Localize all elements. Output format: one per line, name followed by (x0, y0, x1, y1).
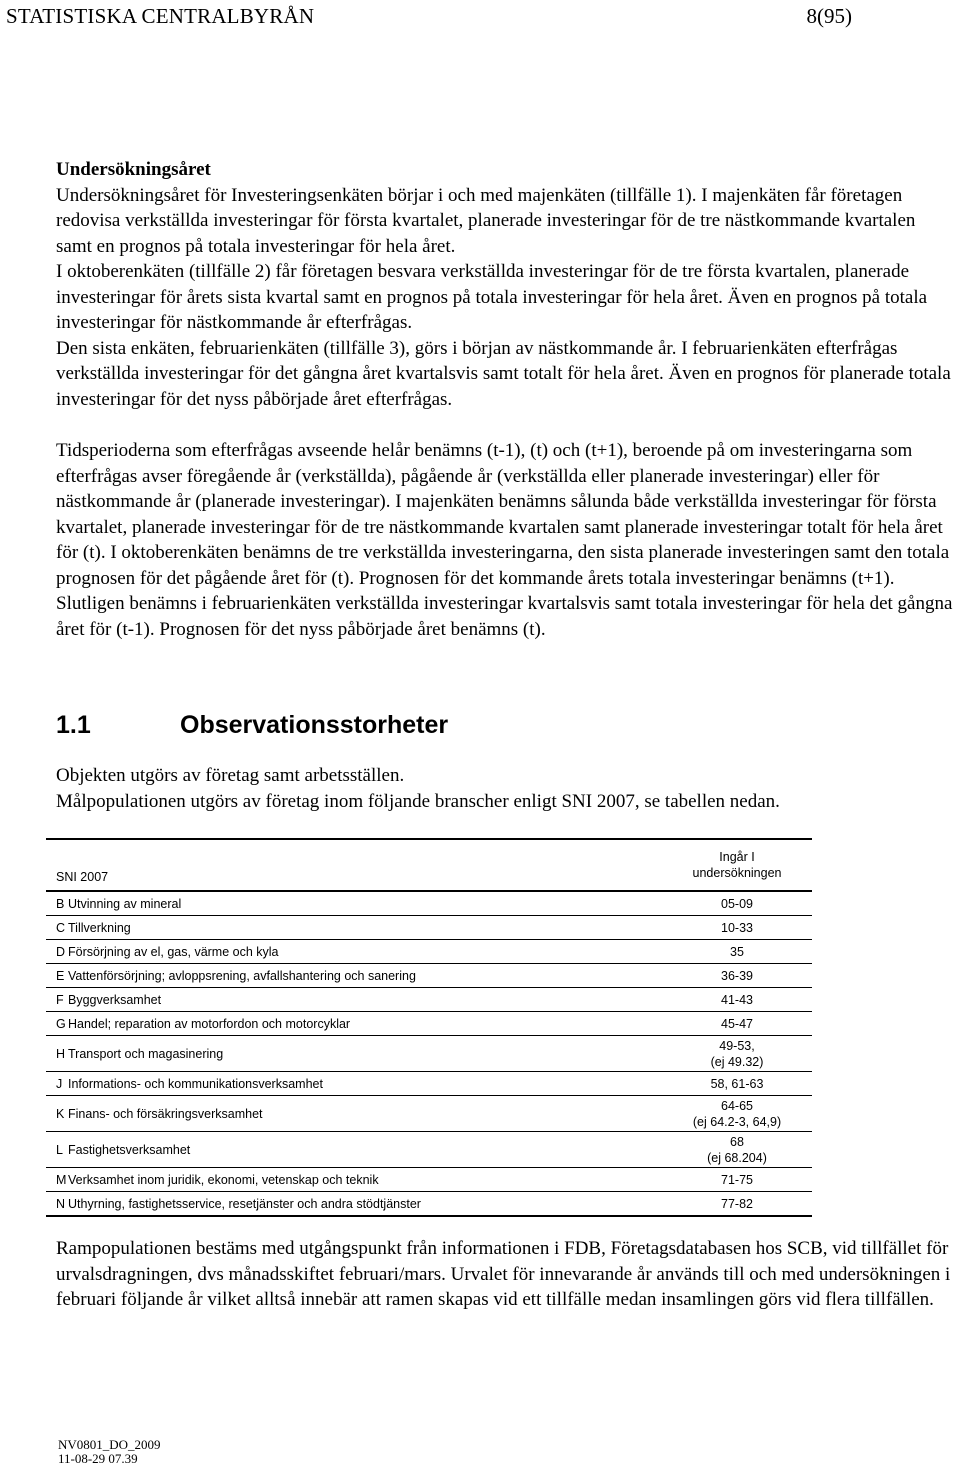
sni-included-range (662, 940, 812, 964)
sni-table (46, 838, 812, 1217)
intro-paragraph-1: Undersökningsåret för Investeringsenkäten börjar i och med majenkäten (tillfälle 1). I majenkäten får företagen redovisa verkställda investeringar för första kvartalet, planerade investeringar för de tre nästkommande kvartalen samt en prognos på totala investeringar för hela året. (56, 184, 916, 257)
sni-range-value: 68 (730, 1134, 744, 1149)
agency-name: STATISTISKA CENTRALBYRÅN (6, 4, 315, 28)
table-header-row (46, 839, 812, 891)
table-row (46, 940, 812, 964)
table-row (46, 916, 812, 940)
sni-code: E (46, 964, 68, 988)
sni-range-value: 10-33 (721, 920, 753, 935)
table-row (46, 891, 812, 916)
sni-name: Tillverkning (68, 916, 662, 940)
sni-name: Verksamhet inom juridik, ekonomi, vetenskap och teknik (68, 1168, 662, 1192)
sni-range-value: 77-82 (721, 1196, 753, 1211)
closing-section (56, 1236, 960, 1313)
sni-code: D (46, 940, 68, 964)
sni-included-range (662, 1132, 812, 1168)
sni-included-range (662, 1072, 812, 1096)
sni-name: Informations- och kommunikationsverksamhet (68, 1072, 662, 1096)
sni-range-value: 45-47 (721, 1016, 753, 1031)
section-number: 1.1 (56, 711, 91, 739)
table-row (46, 964, 812, 988)
intro-heading: Undersökningsåret (56, 159, 211, 180)
sni-included-range (662, 916, 812, 940)
sni-code: M (46, 1168, 68, 1192)
sni-included-range (662, 1036, 812, 1072)
sni-code: G (46, 1012, 68, 1036)
sni-code: J (46, 1072, 68, 1096)
sni-code: L (46, 1132, 68, 1168)
table-row (46, 1168, 812, 1192)
sni-range-exception: (ej 68.204) (707, 1150, 767, 1165)
sni-name: Vattenförsörjning; avloppsrening, avfallshantering och sanering (68, 964, 662, 988)
table-row (46, 1192, 812, 1217)
table-row (46, 1132, 812, 1168)
table-row (46, 1036, 812, 1072)
sni-name: Uthyrning, fastighetsservice, resetjänster och andra stödtjänster (68, 1192, 662, 1217)
sni-range-value: 71-75 (721, 1172, 753, 1187)
intro-paragraph-4: Tidsperioderna som efterfrågas avseende helår benämns (t-1), (t) och (t+1), beroende på om investeringarna som efterfrågas avser föregående år (verkställda), pågående år (verkställda eller planerade investeringar) eller för nästkommande år (planerade investeringar). I majenkäten benämns sålunda både verkställda investeringar för första kvartalet, planerade investeringar för de tre nästkommande kvartalen samt planerade investeringar totalt för hela året för (t). I oktoberenkäten benämns de tre verkställda investeringarna, den sista planerade investeringen samt den totala prognosen för det pågående året för (t). Prognosen för det kommande årets totala investeringar benämns (t+1). Slutligen benämns i februarienkäten verkställda investeringar kvartalsvis samt totala investeringar för hela det gångna året för (t-1). Prognosen för det nyss påbörjade året benämns (t). (56, 440, 953, 640)
sni-range-value: 49-53, (719, 1038, 755, 1053)
sni-name: Byggverksamhet (68, 988, 662, 1012)
sni-included-range (662, 1096, 812, 1132)
table-row (46, 1012, 812, 1036)
page-header (6, 4, 950, 34)
page-number: 8(95) (806, 4, 852, 28)
sni-range-value: 36-39 (721, 968, 753, 983)
table-header-included-line1: Ingår I (719, 850, 755, 864)
sni-code: N (46, 1192, 68, 1217)
table-header-included-line2: undersökningen (692, 866, 782, 880)
sni-range-value: 35 (730, 944, 744, 959)
table-row (46, 988, 812, 1012)
sni-included-range (662, 964, 812, 988)
table-row (46, 1072, 812, 1096)
sni-range-exception: (ej 64.2-3, 64,9) (692, 1114, 782, 1129)
document-info (58, 1438, 161, 1466)
sni-range-value: 05-09 (721, 896, 753, 911)
sni-name: Finans- och försäkringsverksamhet (68, 1096, 662, 1132)
section-title: Observationsstorheter (180, 711, 449, 739)
intro-section (56, 157, 956, 642)
sni-code: H (46, 1036, 68, 1072)
sni-code: B (46, 891, 68, 916)
objects-paragraph: Objekten utgörs av företag samt arbetsställen. (56, 765, 405, 786)
sni-code: K (46, 1096, 68, 1132)
section-body (56, 763, 956, 814)
sni-name: Försörjning av el, gas, värme och kyla (68, 940, 662, 964)
sni-code: F (46, 988, 68, 1012)
sni-name: Fastighetsverksamhet (68, 1132, 662, 1168)
sni-range-value: 58, 61-63 (710, 1076, 764, 1091)
table-header-included (662, 839, 812, 891)
document-id: NV0801_DO_2009 (58, 1437, 161, 1452)
sni-range-exception: (ej 49.32) (710, 1054, 764, 1069)
sni-included-range (662, 891, 812, 916)
sni-name: Utvinning av mineral (68, 891, 662, 916)
sni-range-value: 41-43 (721, 992, 753, 1007)
table-header-sni: SNI 2007 (46, 839, 662, 891)
table-row (46, 1096, 812, 1132)
sni-included-range (662, 988, 812, 1012)
intro-paragraph-2: I oktoberenkäten (tillfälle 2) får företagen besvara verkställda investeringar för de tre första kvartalen, planerade investeringar för årets sista kvartal samt en prognos på totala investeringar för hela året. Även en prognos på totala investeringar för nästkommande år efterfrågas. (56, 261, 928, 333)
sni-included-range (662, 1168, 812, 1192)
frame-population-paragraph: Rampopulationen bestäms med utgångspunkt från informationen i FDB, Företagsdatabasen hos SCB, vid tillfället för urvalsdragningen, dvs månadsskiftet februari/mars. Urvalet för innevarande år används till och med undersökningen i februari följande år vilket alltså innebär att ramen skapas vid ett tillfälle medan insamlingen görs vid flera tillfällen. (56, 1238, 951, 1310)
sni-name: Transport och magasinering (68, 1036, 662, 1072)
sni-included-range (662, 1192, 812, 1217)
section-heading (56, 711, 448, 740)
target-population-paragraph: Målpopulationen utgörs av företag inom följande branscher enligt SNI 2007, se tabellen nedan. (56, 790, 780, 812)
document-date: 11-08-29 07.39 (58, 1451, 138, 1466)
intro-paragraph-3: Den sista enkäten, februarienkäten (tillfälle 3), görs i början av nästkommande år. I februarienkäten efterfrågas verkställda investeringar för det gångna året kvartalsvis samt totalt för hela året. Även en prognos för planerade totala investeringar för det nyss påbörjade året efterfrågas. (56, 337, 951, 410)
sni-name: Handel; reparation av motorfordon och motorcyklar (68, 1012, 662, 1036)
sni-included-range (662, 1012, 812, 1036)
sni-code: C (46, 916, 68, 940)
sni-range-value: 64-65 (721, 1098, 753, 1113)
